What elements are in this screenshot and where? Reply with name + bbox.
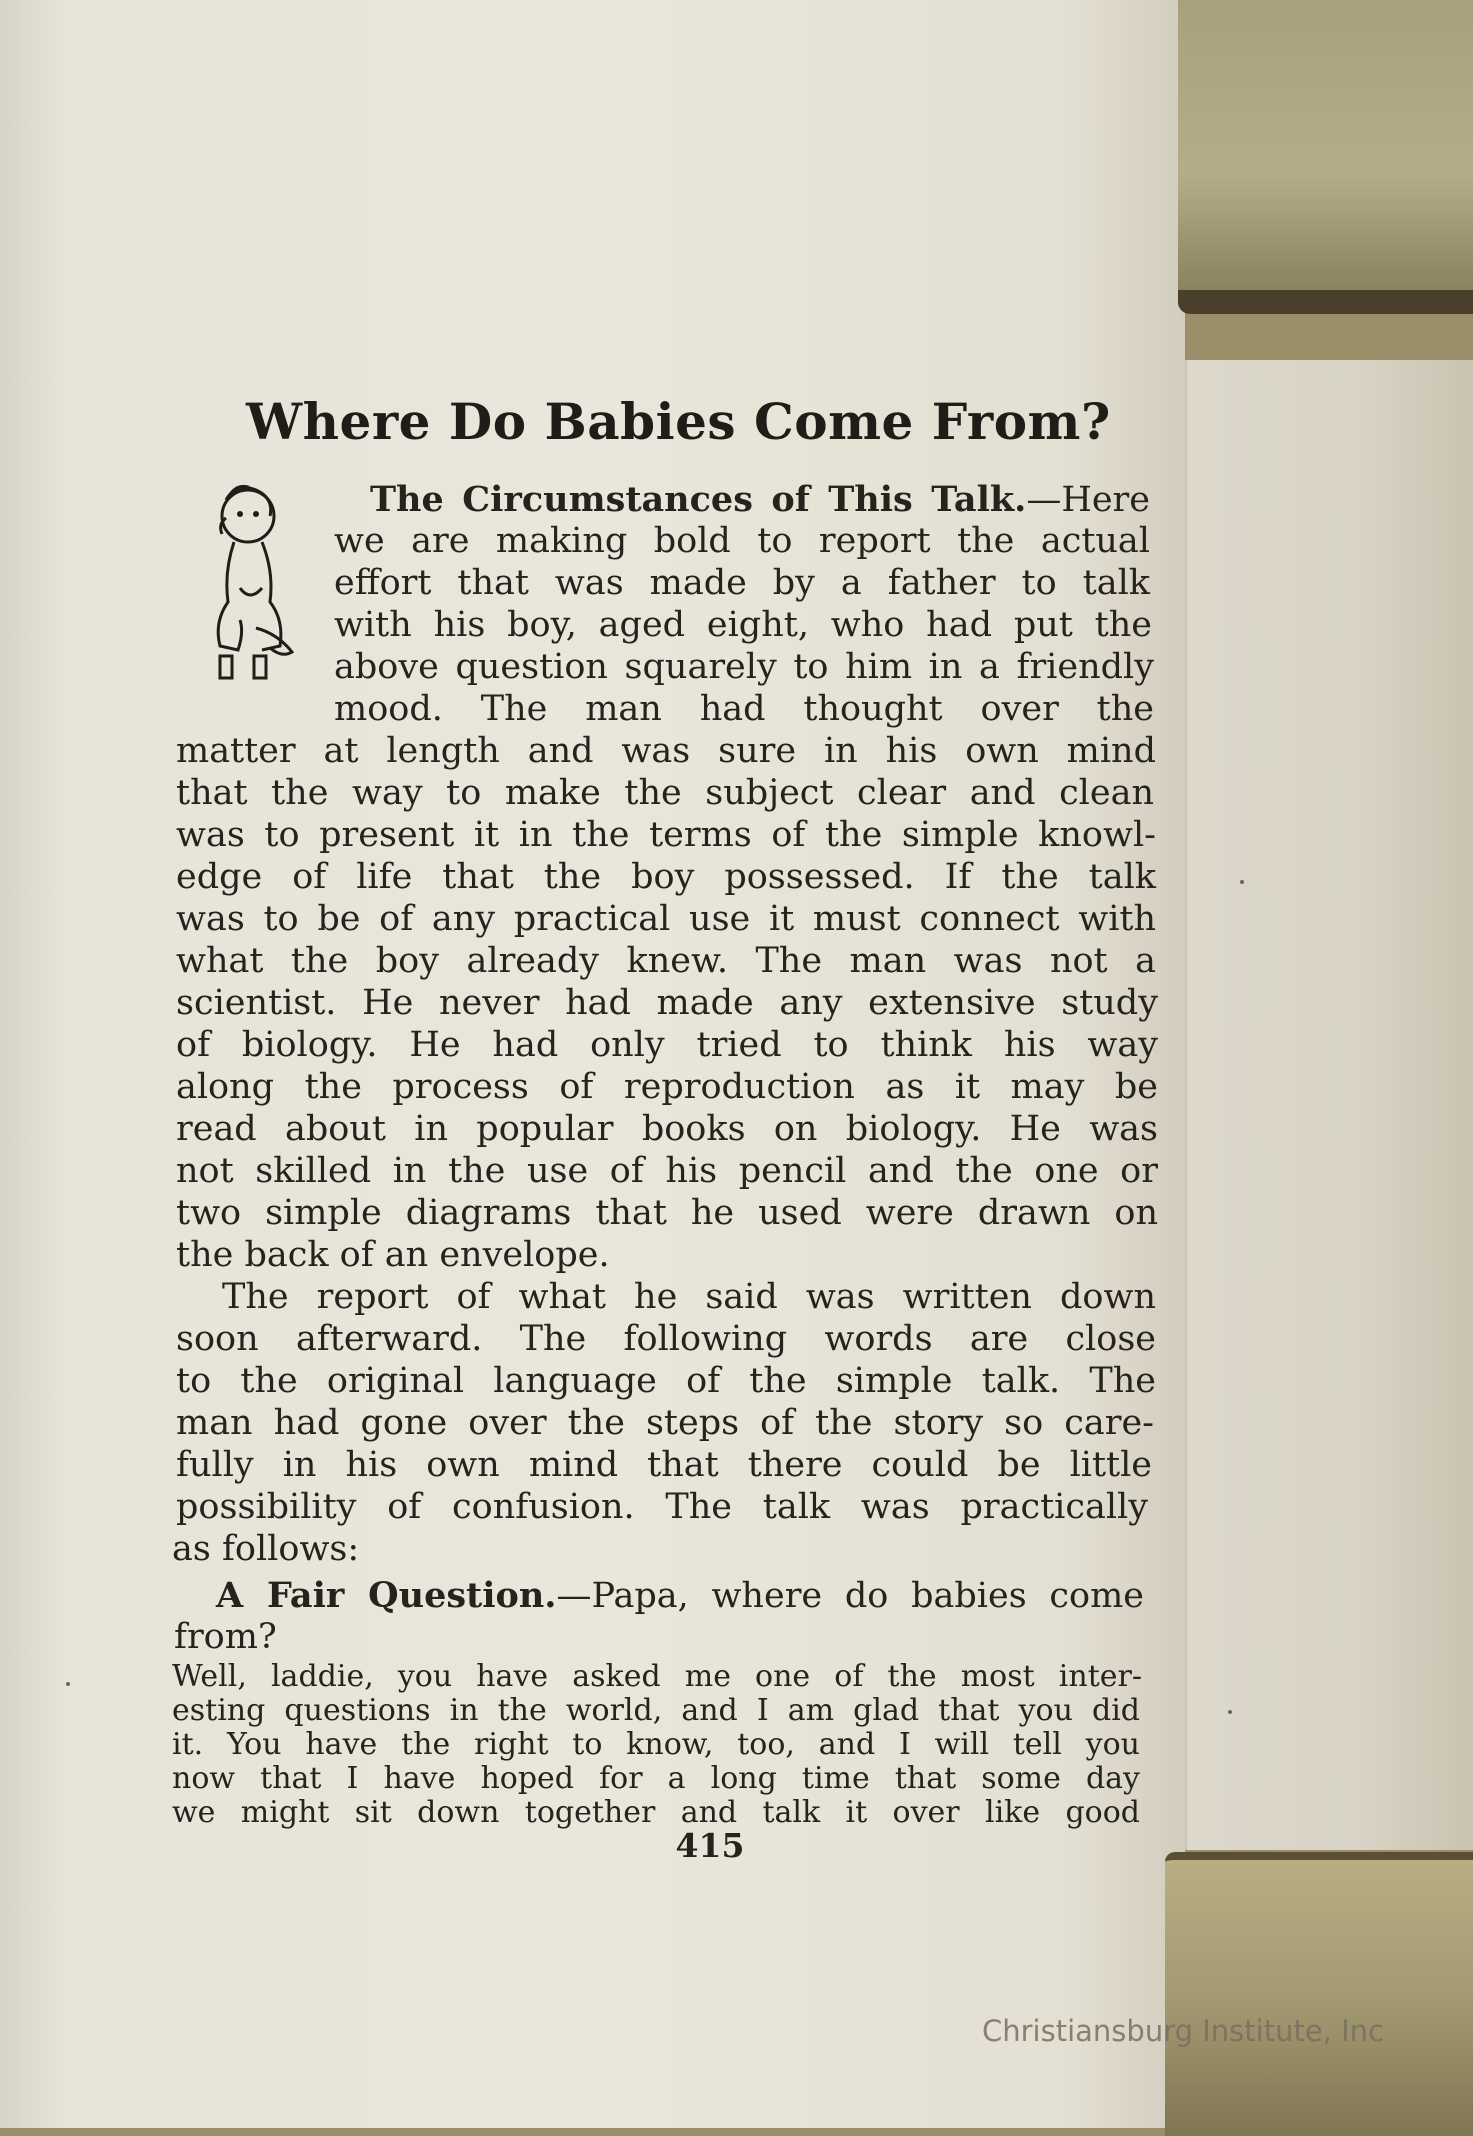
line-text: soon afterward. The following words are close bbox=[176, 1319, 1156, 1359]
adjacent-page-edge bbox=[1185, 360, 1473, 1850]
text-line bbox=[176, 941, 1156, 981]
line-text: esting questions in the world, and I am glad that you did bbox=[172, 1693, 1140, 1728]
text-line bbox=[176, 1193, 1158, 1233]
text-line bbox=[172, 1693, 1140, 1728]
line-text: The report of what he said was written down bbox=[222, 1277, 1156, 1317]
line-text: that the way to make the subject clear and clean bbox=[176, 773, 1154, 813]
text-line bbox=[222, 1277, 1156, 1317]
text-line bbox=[334, 521, 1150, 561]
paper-speck bbox=[66, 1682, 70, 1686]
paper-speck bbox=[1228, 1710, 1232, 1714]
line-text: possibility of confusion. The talk was practically bbox=[176, 1487, 1148, 1527]
line-text: the back of an envelope. bbox=[176, 1235, 610, 1275]
text-line bbox=[174, 1617, 277, 1657]
text-line bbox=[176, 1319, 1156, 1359]
text-line bbox=[176, 1403, 1154, 1443]
text-line bbox=[334, 689, 1154, 729]
book-cover-corner-top bbox=[1178, 0, 1473, 314]
line-text: man had gone over the steps of the story so care- bbox=[176, 1403, 1154, 1443]
text-line bbox=[176, 1151, 1158, 1191]
text-line bbox=[172, 1727, 1140, 1762]
line-text: above question squarely to him in a friendly bbox=[334, 647, 1154, 687]
text-line bbox=[334, 647, 1154, 687]
line-text: read about in popular books on biology. He was bbox=[176, 1109, 1158, 1149]
text-line bbox=[176, 731, 1156, 771]
line-text: —Here bbox=[1026, 480, 1150, 520]
text-line bbox=[176, 815, 1156, 855]
line-text: matter at length and was sure in his own mind bbox=[176, 731, 1156, 771]
run-in-heading: The Circumstances of This Talk. bbox=[370, 479, 1027, 520]
text-line bbox=[334, 605, 1152, 645]
line-text: along the process of reproduction as it may be bbox=[176, 1067, 1158, 1107]
text-line bbox=[172, 1761, 1140, 1796]
line-text: now that I have hoped for a long time that some day bbox=[172, 1761, 1140, 1796]
text-line bbox=[176, 857, 1156, 897]
line-text: scientist. He never had made any extensive study bbox=[176, 983, 1158, 1023]
watermark: Christiansburg Institute, Inc bbox=[982, 2014, 1384, 2048]
text-line bbox=[176, 1109, 1158, 1149]
line-text: edge of life that the boy possessed. If the talk bbox=[176, 857, 1156, 897]
line-text: mood. The man had thought over the bbox=[334, 689, 1154, 729]
line-text: —Papa, where do babies come bbox=[556, 1576, 1144, 1616]
text-line bbox=[176, 899, 1156, 939]
text-line bbox=[334, 563, 1150, 603]
run-in-heading: A Fair Question. bbox=[216, 1575, 557, 1616]
text-line bbox=[216, 1575, 1144, 1616]
line-text: was to present it in the terms of the simple knowl- bbox=[176, 815, 1156, 855]
text-line bbox=[172, 1659, 1142, 1694]
line-text: as follows: bbox=[172, 1529, 360, 1569]
line-text: with his boy, aged eight, who had put the bbox=[334, 605, 1152, 645]
line-text: it. You have the right to know, too, and I will tell you bbox=[172, 1727, 1140, 1762]
line-text: we might sit down together and talk it over like good bbox=[172, 1795, 1140, 1830]
text-line bbox=[176, 1067, 1158, 1107]
line-text: of biology. He had only tried to think his way bbox=[176, 1025, 1158, 1065]
line-text: what the boy already knew. The man was not a bbox=[176, 941, 1156, 981]
line-text: fully in his own mind that there could be little bbox=[176, 1445, 1152, 1485]
text-line bbox=[172, 1529, 360, 1569]
text-line bbox=[370, 479, 1150, 520]
page-title: Where Do Babies Come From? bbox=[246, 392, 1111, 451]
text-line bbox=[176, 1487, 1148, 1527]
line-text: to the original language of the simple talk. The bbox=[176, 1361, 1156, 1401]
line-text: Well, laddie, you have asked me one of the most inter- bbox=[172, 1659, 1142, 1694]
text-line bbox=[176, 1361, 1156, 1401]
paper-speck bbox=[1240, 880, 1244, 884]
text-line bbox=[176, 1025, 1158, 1065]
line-text: effort that was made by a father to talk bbox=[334, 563, 1150, 603]
line-text: from? bbox=[174, 1617, 277, 1657]
line-text: was to be of any practical use it must connect with bbox=[176, 899, 1156, 939]
book-cover-corner-bottom bbox=[1165, 1852, 1473, 2136]
line-text: two simple diagrams that he used were drawn on bbox=[176, 1193, 1158, 1233]
line-text: we are making bold to report the actual bbox=[334, 521, 1150, 561]
line-text: not skilled in the use of his pencil and the one or bbox=[176, 1151, 1158, 1191]
text-line bbox=[176, 1445, 1152, 1485]
text-line bbox=[172, 1795, 1140, 1830]
child-illustration bbox=[196, 478, 306, 683]
text-line bbox=[176, 983, 1158, 1023]
page-number: 415 bbox=[675, 1826, 745, 1865]
text-line bbox=[176, 1235, 610, 1275]
text-line bbox=[176, 773, 1154, 813]
